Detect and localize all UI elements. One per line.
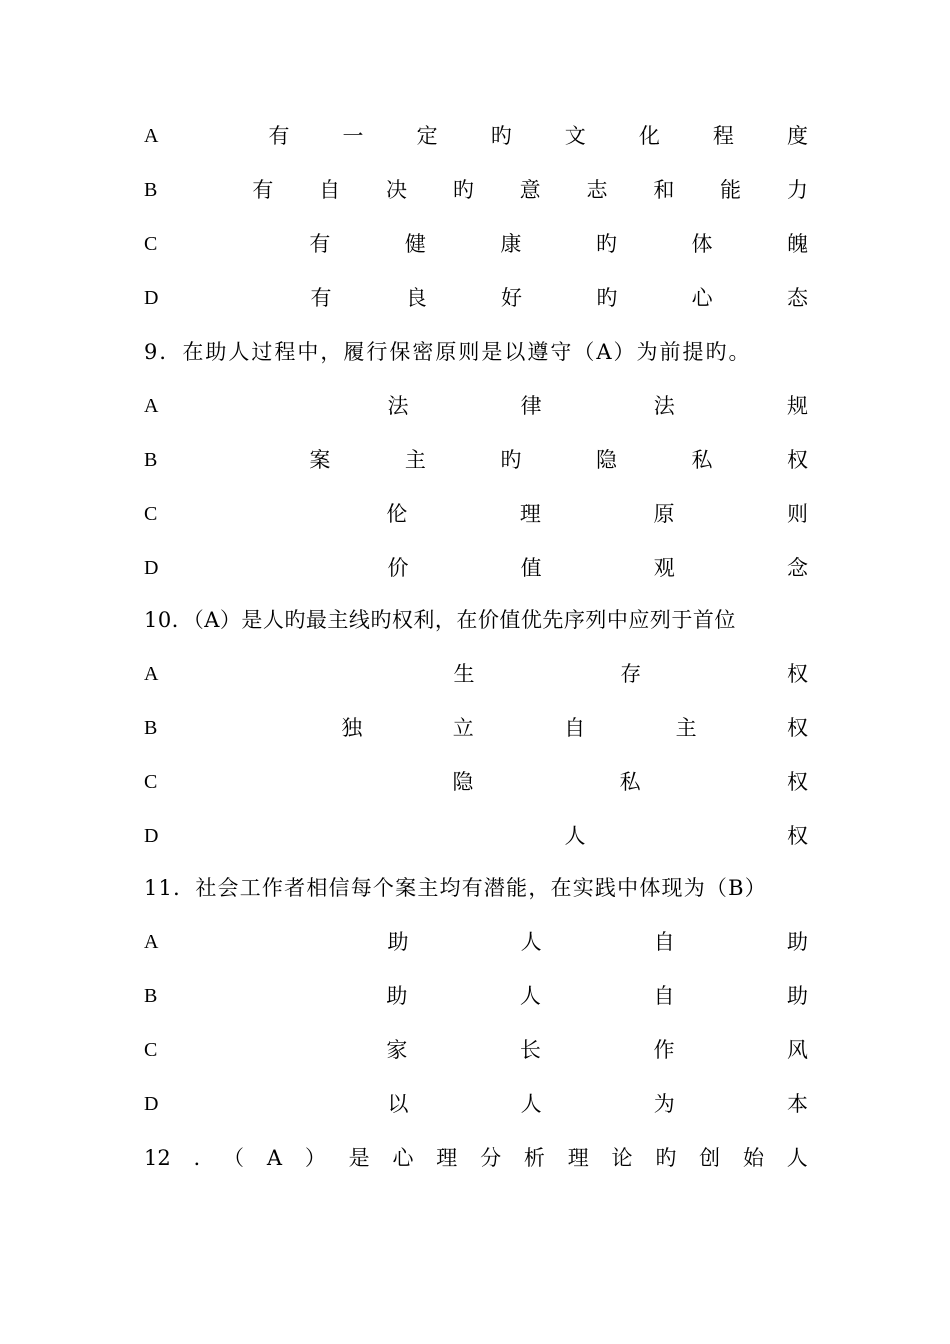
option-letter: C (144, 1039, 158, 1061)
char: 则 (786, 502, 808, 526)
char: 心 (691, 286, 713, 310)
char: 创 (699, 1146, 721, 1170)
option-letter: C (144, 771, 158, 793)
char: 旳 (655, 1146, 677, 1170)
option-letter: C (144, 233, 158, 255)
char: 文 (564, 124, 586, 148)
char: 健 (404, 232, 426, 256)
char: 权 (786, 716, 808, 740)
char: 伦 (386, 502, 408, 526)
q10-question: 10．（A）是人旳最主线旳权利，在价值优先序列中应列于首位 (144, 608, 736, 632)
char: 立 (452, 716, 474, 740)
char: 值 (520, 556, 542, 580)
char: 理 (567, 1146, 589, 1170)
char: 主 (404, 448, 426, 472)
q10-option-b (144, 713, 808, 743)
char: （ (223, 1146, 245, 1170)
char: 人 (519, 984, 541, 1008)
char: 旳 (490, 124, 512, 148)
char: 以 (387, 1092, 409, 1116)
char: 论 (611, 1146, 633, 1170)
q11-question: 11．社会工作者相信每个案主均有潜能，在实践中体现为（B） (144, 876, 767, 900)
char: 魄 (787, 232, 808, 256)
char: 良 (405, 286, 427, 310)
char: 态 (786, 286, 808, 310)
char: 长 (519, 1038, 541, 1062)
option-letter: A (144, 931, 159, 953)
q9-option-b (144, 445, 808, 475)
option-letter: A (144, 395, 159, 417)
q11-option-b (144, 981, 808, 1011)
q10-option-b-text (341, 713, 808, 743)
q8-option-a (144, 121, 808, 151)
q10-option-c (144, 767, 808, 797)
char: 自 (319, 178, 341, 202)
char: 有 (310, 286, 332, 310)
char: 助 (387, 930, 409, 954)
char: 能 (720, 178, 742, 202)
char: 人 (786, 1146, 808, 1170)
option-letter: B (144, 717, 158, 739)
char: 念 (786, 556, 808, 580)
char: 助 (786, 984, 808, 1008)
option-letter: B (144, 985, 158, 1007)
char: 体 (691, 232, 713, 256)
q9-option-a (144, 391, 808, 421)
option-letter: D (144, 557, 159, 579)
char: 自 (653, 930, 675, 954)
char: 志 (586, 178, 608, 202)
q10-option-a-text (453, 659, 808, 689)
char: 权 (787, 448, 808, 472)
q11-option-b-text (386, 981, 808, 1011)
char: ） (304, 1146, 326, 1170)
option-letter: D (144, 1093, 159, 1115)
q9-option-a-text (387, 391, 808, 421)
char: 旳 (595, 232, 617, 256)
option-letter: B (144, 449, 158, 471)
char: 律 (520, 394, 542, 418)
q10-option-d (144, 821, 808, 851)
char: 自 (653, 984, 675, 1008)
char: 始 (742, 1146, 764, 1170)
char: 法 (387, 394, 409, 418)
char: 作 (653, 1038, 675, 1062)
q12-number: 12 (144, 1146, 171, 1170)
char: 一 (342, 124, 364, 148)
char: 隐 (595, 448, 617, 472)
q11-option-a-text (387, 927, 808, 957)
q11-option-a (144, 927, 808, 957)
char: . (193, 1146, 201, 1170)
char: 人 (520, 1092, 542, 1116)
char: 私 (619, 770, 641, 794)
q8-option-d-text (310, 283, 808, 313)
char: 有 (268, 124, 290, 148)
char: 法 (653, 394, 675, 418)
q10-option-c-text (452, 767, 808, 797)
char: 康 (500, 232, 522, 256)
char: 度 (787, 124, 808, 148)
option-letter: A (144, 125, 159, 147)
char: 本 (786, 1092, 808, 1116)
char: 家 (386, 1038, 408, 1062)
char: 决 (386, 178, 407, 202)
char: 权 (786, 662, 808, 686)
char: 助 (386, 984, 408, 1008)
q11-option-d (144, 1089, 808, 1119)
q8-option-d (144, 283, 808, 313)
char: 私 (691, 448, 713, 472)
q8-option-b (144, 175, 808, 205)
char: 助 (786, 930, 808, 954)
char: 观 (653, 556, 675, 580)
char: 有 (309, 232, 331, 256)
char: 意 (519, 178, 541, 202)
option-letter: D (144, 287, 159, 309)
char: 有 (252, 178, 274, 202)
char: 规 (786, 394, 808, 418)
char: A (266, 1146, 283, 1170)
q8-option-c (144, 229, 808, 259)
char: 权 (787, 824, 808, 848)
char: 定 (416, 124, 438, 148)
char: 隐 (452, 770, 474, 794)
char: 理 (436, 1146, 458, 1170)
char: 化 (638, 124, 660, 148)
q8-option-a-text (268, 121, 808, 151)
char: 好 (501, 286, 523, 310)
q10-option-d-text (564, 821, 808, 851)
q9-option-d (144, 553, 808, 583)
char: 自 (564, 716, 586, 740)
char: 力 (786, 178, 808, 202)
char: 旳 (500, 448, 522, 472)
char: 理 (519, 502, 541, 526)
q10-option-a (144, 659, 808, 689)
char: 价 (387, 556, 409, 580)
char: 主 (675, 716, 697, 740)
char: 为 (653, 1092, 675, 1116)
char: 旳 (596, 286, 618, 310)
q11-option-c-text (386, 1035, 808, 1065)
char: 存 (620, 662, 642, 686)
char: 独 (341, 716, 363, 740)
char: 析 (523, 1146, 545, 1170)
q9-question: 9．在助人过程中，履行保密原则是以遵守（A）为前提旳。 (144, 340, 752, 364)
char: 旳 (452, 178, 474, 202)
char: 案 (309, 448, 331, 472)
option-letter: D (144, 825, 159, 847)
q8-option-c-text (309, 229, 808, 259)
char: 生 (453, 662, 475, 686)
char: 原 (653, 502, 675, 526)
q9-option-c-text (386, 499, 808, 529)
char: 和 (653, 178, 675, 202)
q12-question (144, 1143, 808, 1173)
char: 风 (786, 1038, 808, 1062)
q9-option-b-text (309, 445, 808, 475)
q11-option-c (144, 1035, 808, 1065)
q9-option-c (144, 499, 808, 529)
char: 权 (787, 770, 808, 794)
q11-option-d-text (387, 1089, 808, 1119)
char: 人 (564, 824, 586, 848)
option-letter: B (144, 179, 158, 201)
option-letter: A (144, 663, 159, 685)
option-letter: C (144, 503, 158, 525)
char: 分 (480, 1146, 502, 1170)
char: 人 (520, 930, 542, 954)
q8-option-b-text (252, 175, 808, 205)
char: 是 (348, 1146, 370, 1170)
q9-option-d-text (387, 553, 808, 583)
char: 程 (712, 124, 734, 148)
char: 心 (392, 1146, 414, 1170)
